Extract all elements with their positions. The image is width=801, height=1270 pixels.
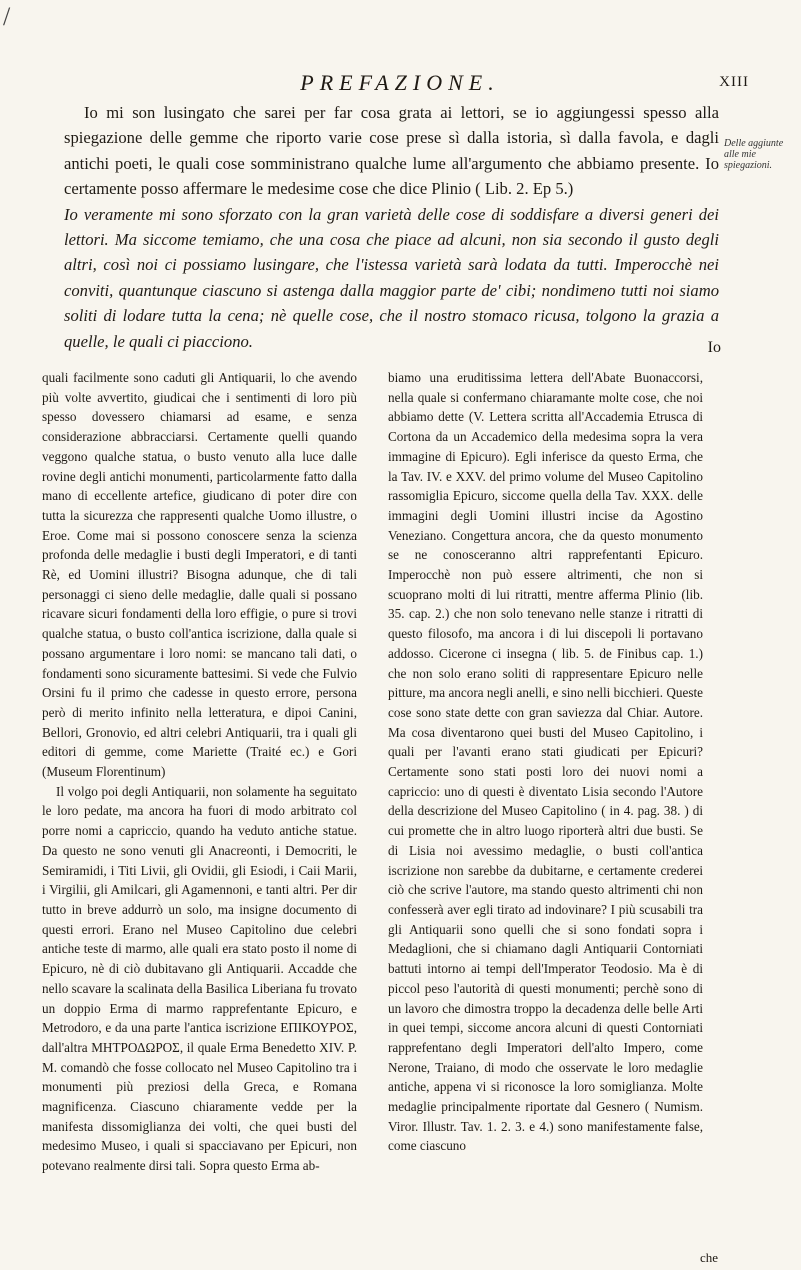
pliny-quote: Io veramente mi sono sforzato con la gran varietà delle cose di soddisfare a diversi generi dei lettori. Ma siccome temiamo, che una cosa che piace ad alcuni, non sia secondo il gusto degli altri, così noi ci possiamo lusingare, che l'istessa varietà sarà lodata da tutti. Imperocchè nei conviti, quantunque ciascuno si astenga dalla maggior parte de' cibi; nondimeno tutti noi siamo soliti di lodare tutta la cena; nè quelle cose, che il nostro stomaco ricusa, tolgono la grazia a quelle, le quali ci piacciono. [64,204,719,351]
intro-paragraph: Io mi son lusingato che sarei per far cosa grata ai lettori, se io aggiungessi spesso alla spiegazione delle gemme che riporto varie cose prese sì dalla istoria, sì dalla favola, e dagli antichi poeti, le quali cose somministrano qualche lume all'argumento che abbiamo presente. Io certamente posso affermare le medesime cose che dice Plinio ( Lib. 2. Ep 5.) [64,103,719,199]
left-paragraph-2: Il volgo poi degli Antiquarii, non solamente ha seguitato le loro pedate, ma ancora ha fuori di modo arbitrato col porre nomi a capriccio, quando ha veduto antiche statue. Da questo ne sono venuti gli Anacreonti, i Democriti, le Semiramidi, i Titi Livii, gli Ovidii, gli Esiodi, i Caii Marii, i Virgilii, gli Amilcari, gli Agamennoni, e tanti altri. Per dir tutto in breve addurrò un solo, ma insigne documento di questi errori. Erano nel Museo Capitolino due celebri antiche teste di marmo, alle quali era stato posto il nome di Epicuro, nè di ciò dubitavano gli Antiquarii. Accadde che nello scavare la scalinata della Basilica Liberiana fu trovato un doppio Erma di marmo rapprefentante Epicuro, e Metrodoro, e da una parte l'antica iscrizione ΕΠΙΚΟΥΡΟΣ, dall'altra ΜΗΤΡΟΔΩΡΟΣ, il quale Erma Benedetto XIV. P. M. comandò che fosse collocato nel Museo Capitolino tra i monumenti più preziosi della Greca, e Romana magnificenza. Ciascuno chiaramente vedde per la manifesta dissomiglianza dei volti, che quei busti del medesimo Museo, i quali si spacciavano per Epicuri, non potevano realmente dirsi tali. Sopra questo Erma ab- [42,783,357,1174]
right-paragraph-1: biamo una eruditissima lettera dell'Abate Buonaccorsi, nella quale si confermano chiaramante molte cose, che noi abbiamo dette (V. Lettera scritta all'Accademia Etrusca di Cortona da un Accademico della medesima sopra la vera immagine di Epicuro). Egli inferisce da questo Erma, che la Tav. IV. e XXV. del primo volume del Museo Capitolino rassomiglia Epicuro, siccome quella della Tav. XXX. delle immagini degli Uomini illustri incise da Agostino Veneziano. Congettura ancora, che da questo monumento se ne conosceranno altri rapprefentanti Epicuro. Imperocchè non può essere altrimenti, che non si scuoprano molti di lui ritratti, mentre afferma Plinio (lib. 35. cap. 2.) che non solo tenevano nelle stanze i ritratti di questo filosofo, ma ancora i di lui discepoli li portavano addosso. Cicerone ci insegna ( lib. 5. de Finibus cap. 1.) che non solo erano soliti di rappresentare Epicuro nelle pitture, ma ancora negli anelli, e sino nelli bicchieri. Queste cose sono state dette con gran saviezza dal Chiar. Autore. Ma cosa diventarono quei busti del Museo Capitolino, i quali per l'avanti erano stati giudicati per Epicuri? Certamente sono stati posti loro dei nuovi nomi a capriccio: uno di questi è diventato Lisia secondo l'Autore della descrizione del Museo Capitolino ( in 4. pag. 38. ) di cui promette che in altro luogo riporterà altri due busti. Se di Lisia noi avessimo medaglie, o busti coll'antica iscrizione non sarebbe da dubitarne, e certamente crederei ciò che scrive l'autore, ma stando questo altrimenti chi non confesserà aver egli tirato ad indovinare? I più scusabili tra gli Antiquarii sono quelli che si sono fondati sopra i Medaglioni, che si chiamano dagli Antiquarii Contorniati battuti intorno ai tempi dell'Imperator Teodosio. Ma è di piccol peso l'autorità di questi monumenti; perchè sono di un lavoro che dimostra troppo la decadenza delle belle Arti in quei tempi, siccome ancora alcuni di questi Contorniati rapprefentano degli Imperatori dell'alto Impero, come Nerone, Traiano, di modo che osservate le loro medaglie antiche, appena vi si riconosce la loro somiglianza. Molte medaglie principalmente riportate dal Gesnero ( Numism. Viror. Illustr. Tav. 1. 2. 3. e 4.) sono manifestamente false, come ciascuno [388,370,703,1154]
corner-mark: / [3,2,11,31]
left-paragraph-1: quali facilmente sono caduti gli Antiquarii, lo che avendo più volte avvertito, giudicai che i sentimenti di loro più spesso dovessero chiamarsi ad esame, e senza considerazione abbracciarsi. Certamente quelli quando veggono qualche statua, o busto venuto alla luce dalle rovine degli antichi monumenti, particolarmente fatto dalla mano di eccellente artefice, giudicano di poter dire con tutta la sicurezza che rappresenti qualche Uomo illustre, o Eroe. Come mai si possono conoscere senza la scienza profonda delle medaglie i busti degli Imperatori, e di tanti Rè, ed Uomini illustri? Bisogna adunque, che di tali personaggi ci sieno delle medaglie, dalle quali si possano ricavare sicuri fondamenti della loro effigie, o pure si trovi qualche statua, o busto coll'antica iscrizione, dalla quale si possano argumentare i loro nomi: se mancano tali dati, o fondamenti sono sicuramente battesimi. Si vede che Fulvio Orsini fu il primo che cadesse in questo errore, persona però di merito infinito nella letteratura, e dipoi Canini, Bellori, Gronovio, ed altri celebri Antiquarii, tra i quali gli editori di gemme, come Mariette (Traité ec.) e Gori (Museum Florentinum) [42,370,357,780]
left-column [42,368,357,1176]
catchword-bottom: che [700,1250,719,1265]
running-title: PREFAZIONE. [300,70,500,95]
intro-block [64,100,719,354]
right-column [388,368,703,1156]
page-number: XIII [719,74,749,90]
catchword-intro: Io [707,339,721,356]
margin-note: Delle aggiunte alle mie spiegazioni. [724,138,784,171]
